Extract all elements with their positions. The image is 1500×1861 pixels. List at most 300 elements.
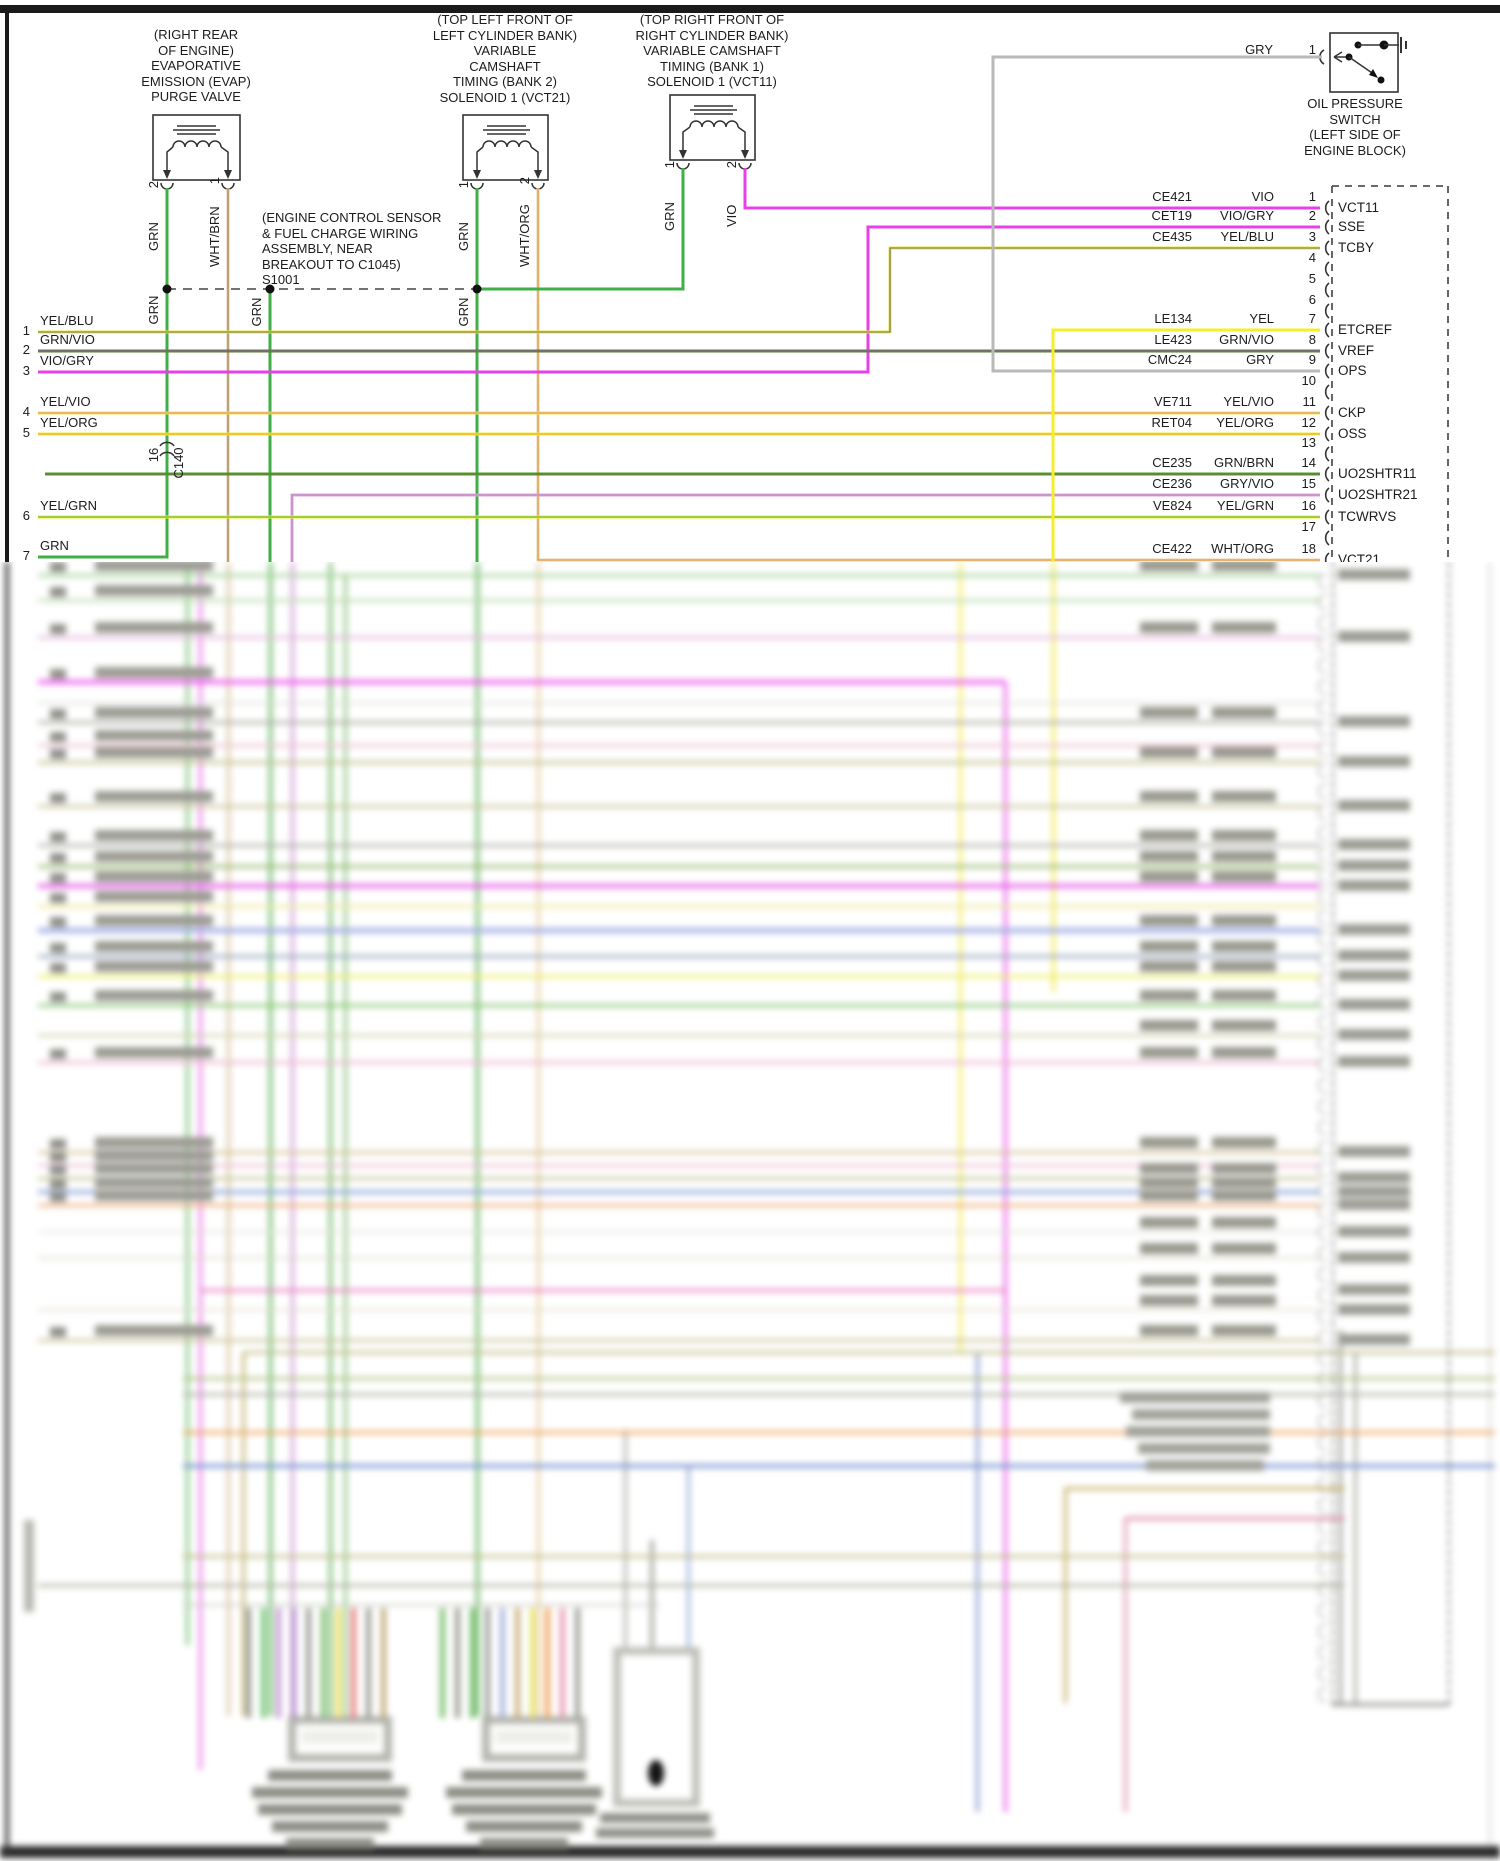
- blurred-pin-clip: [1318, 1456, 1326, 1471]
- blurred-shape: [38, 761, 1320, 764]
- vct21-pin2-wire-label: WHT/ORG 2: [517, 177, 532, 267]
- vct11-coil-icon: [683, 106, 745, 152]
- blurred-pin-clip: [1318, 763, 1326, 778]
- left-stub-number: 7: [22, 548, 30, 563]
- blurred-shape: [1338, 716, 1410, 727]
- pcm-pin-number: 18: [1301, 541, 1316, 556]
- pcm-pin-name: VREF: [1338, 343, 1375, 358]
- blurred-pin-clip: [1318, 1330, 1326, 1345]
- blurred-shape: [1140, 1243, 1198, 1254]
- blurred-pin-clip: [1318, 805, 1326, 820]
- pcm-wire-id: RET04: [1151, 415, 1192, 430]
- blurred-shape: [1338, 999, 1410, 1010]
- blurred-pin-clip: [1318, 1225, 1326, 1240]
- blurred-pin-clip: [1318, 1309, 1326, 1324]
- pcm-wire-color: GRN/BRN: [1214, 455, 1274, 470]
- blurred-shape: [268, 1770, 392, 1781]
- blurred-shape: [183, 1377, 1495, 1380]
- blurred-shape: [480, 1838, 568, 1849]
- blurred-shape: [1140, 871, 1198, 882]
- blurred-shape: [95, 585, 213, 596]
- pcm-pin-clip: [1326, 467, 1329, 481]
- pcm-pin-name: VCT11: [1338, 200, 1380, 215]
- blurred-shape: [1065, 1487, 1345, 1490]
- left-stub-number: 4: [22, 404, 30, 419]
- evap-pin2-wire-label: GRN 2: [146, 181, 161, 251]
- blurred-shape: [600, 1813, 710, 1823]
- blurred-pin-clip: [1318, 1057, 1326, 1072]
- oil-switch-wire-color-label: GRY: [1245, 42, 1273, 57]
- blurred-shape: [1124, 1518, 1127, 1812]
- oil-switch-pin-number: 1: [1308, 42, 1316, 57]
- inline-connector-id-label: C140: [171, 447, 186, 479]
- blurred-shape: [1338, 1172, 1410, 1183]
- blurred-pin-clip: [1318, 1498, 1326, 1513]
- blurred-shape: [1338, 880, 1410, 891]
- inline-connector-pin-label: 16: [146, 447, 161, 463]
- vct21-pin1-wire-label: GRN 1: [456, 181, 471, 251]
- splice-branch-label: GRN: [249, 297, 264, 327]
- oil-pressure-switch-caption: OIL PRESSURE SWITCH (LEFT SIDE OF ENGINE BLOCK): [1304, 96, 1406, 158]
- pcm-pin-number: 15: [1301, 476, 1316, 491]
- blurred-shape: [50, 624, 66, 634]
- blurred-shape: [1212, 1047, 1276, 1058]
- blurred-shape: [95, 830, 213, 841]
- blurred-shape: [1338, 800, 1410, 811]
- blurred-shape: [1212, 1137, 1276, 1148]
- blurred-shape: [1338, 860, 1410, 871]
- blurred-pin-clip: [1318, 868, 1326, 883]
- blurred-shape: [1338, 1029, 1410, 1040]
- pcm-wire-color: YEL: [1249, 311, 1274, 326]
- blurred-shape: [50, 1179, 66, 1189]
- blurred-shape: [38, 1177, 1320, 1180]
- pcm-pin-number: 16: [1301, 498, 1316, 513]
- blurred-pin-clip: [1318, 1414, 1326, 1429]
- blurred-shape: [351, 1608, 356, 1718]
- blurred-shape: [1140, 851, 1198, 862]
- blurred-pin-clip: [1318, 826, 1326, 841]
- pcm-pin-number: 9: [1308, 352, 1316, 367]
- blurred-shape: [1338, 1146, 1410, 1157]
- pcm-wire-color: YEL/ORG: [1216, 415, 1274, 430]
- blurred-shape: [38, 805, 1320, 808]
- blurred-pin-clip: [1318, 1036, 1326, 1051]
- pcm-wire-id: CE421: [1152, 189, 1192, 204]
- blurred-shape: [276, 1608, 281, 1718]
- pcm-pin-number: 4: [1308, 250, 1316, 265]
- blurred-shape: [1338, 1334, 1410, 1345]
- blurred-shape: [38, 865, 1320, 868]
- blurred-shape: [1140, 622, 1198, 633]
- blurred-shape: [1338, 1199, 1410, 1210]
- blurred-shape: [1338, 1226, 1410, 1237]
- blurred-shape: [1126, 1426, 1270, 1437]
- left-stub-wire-color: GRN/VIO: [40, 332, 95, 347]
- blurred-content: [0, 562, 1500, 1861]
- blurred-shape: [452, 1804, 596, 1815]
- blurred-shape: [1338, 839, 1410, 850]
- blurred-shape: [470, 1608, 475, 1718]
- blurred-shape: [381, 1608, 386, 1718]
- blurred-pin-clip: [1318, 1078, 1326, 1093]
- ground-icon: [1401, 37, 1406, 53]
- pcm-pin-name: OSS: [1338, 426, 1367, 441]
- blurred-shape: [530, 1608, 535, 1718]
- blurred-shape: [38, 1061, 1320, 1064]
- blurred-shape: [1140, 1163, 1198, 1174]
- blurred-pin-clip: [1318, 1603, 1326, 1618]
- blurred-shape: [336, 1608, 341, 1718]
- blurred-shape: [560, 1608, 565, 1718]
- left-stub-number: 5: [22, 425, 30, 440]
- blurred-region: [0, 562, 1500, 1861]
- blurred-shape: [575, 1608, 580, 1718]
- pcm-pin-name: UO2SHTR11: [1338, 466, 1417, 481]
- blurred-shape: [1125, 1517, 1345, 1520]
- pcm-pin-number: 17: [1301, 519, 1316, 534]
- blurred-shape: [1004, 682, 1007, 1812]
- vct21-coil-icon: [477, 126, 538, 172]
- blurred-shape: [50, 562, 66, 572]
- pcm-wire-color: GRY/VIO: [1220, 476, 1274, 491]
- blurred-shape: [269, 562, 272, 1716]
- pcm-wire-id: CE422: [1152, 541, 1192, 556]
- blurred-shape: [38, 574, 1320, 577]
- blurred-shape: [95, 1177, 213, 1188]
- wire-vct11-grn: [477, 168, 683, 289]
- pcm-pin-number: 5: [1308, 271, 1316, 286]
- blurred-shape: [1146, 1460, 1264, 1471]
- blurred-shape: [258, 1804, 402, 1815]
- blurred-shape: [1140, 747, 1198, 758]
- blurred-shape: [95, 891, 213, 902]
- blurred-shape: [1120, 1392, 1270, 1403]
- blurred-pin-clip: [1318, 1288, 1326, 1303]
- blurred-pin-clip: [1318, 658, 1326, 673]
- blurred-shape: [1212, 941, 1276, 952]
- evap-coil-icon: [167, 126, 228, 172]
- blurred-shape: [38, 844, 1320, 847]
- pcm-pin-clip: [1326, 488, 1329, 502]
- blurred-shape: [50, 853, 66, 863]
- blurred-shape: [1338, 569, 1410, 580]
- pcm-pin-clip: [1326, 323, 1329, 337]
- blurred-pin-clip: [1318, 1561, 1326, 1576]
- blurred-shape: [1212, 1275, 1276, 1286]
- pcm-wire-color: YEL/BLU: [1220, 229, 1274, 244]
- vct11-pin2-wire-label: VIO 2: [724, 161, 739, 227]
- blurred-shape: [1212, 1190, 1276, 1201]
- blurred-shape: [95, 851, 213, 862]
- blurred-shape: [95, 1325, 213, 1336]
- blurred-pin-clip: [1318, 1393, 1326, 1408]
- blurred-shape: [1212, 747, 1276, 758]
- blurred-shape: [291, 1608, 296, 1718]
- blurred-shape: [38, 744, 1320, 747]
- blurred-pin-clip: [1318, 889, 1326, 904]
- blurred-shape: [38, 928, 1320, 933]
- blurred-shape: [1132, 1409, 1270, 1420]
- left-stub-number: 6: [22, 508, 30, 523]
- evap-pin1-wire-label: WHT/BRN 1: [207, 177, 222, 267]
- blurred-shape: [455, 1608, 460, 1718]
- blurred-shape: [95, 747, 213, 758]
- blurred-shape: [183, 1555, 1345, 1558]
- blurred-shape: [1212, 622, 1276, 633]
- blurred-shape: [227, 562, 230, 1716]
- blurred-shape: [515, 1608, 520, 1718]
- blurred-pin-clip: [1318, 595, 1326, 610]
- blurred-shape: [95, 961, 213, 972]
- blurred-pin-clip: [1318, 994, 1326, 1009]
- blurred-pin-clip: [1318, 1666, 1326, 1681]
- blurred-shape: [186, 562, 189, 1645]
- blurred-shape: [1140, 562, 1198, 571]
- splice-dot: [163, 285, 172, 294]
- blurred-pin-clip: [1318, 847, 1326, 862]
- blurred-shape: [95, 1137, 213, 1148]
- pcm-pin-number: 13: [1301, 435, 1316, 450]
- pcm-wire-color: GRY: [1246, 352, 1274, 367]
- blurred-shape: [50, 832, 66, 842]
- oil-pressure-switch-icon: [1320, 37, 1406, 84]
- pcm-pin-clip: [1326, 406, 1329, 420]
- blurred-shape: [50, 732, 66, 742]
- blurred-shape: [466, 1821, 582, 1832]
- blurred-shape: [1212, 1217, 1276, 1228]
- blurred-shape: [243, 1351, 1495, 1354]
- pcm-pin-clip: [1326, 385, 1329, 399]
- pcm-pin-name: TCWRVS: [1338, 509, 1397, 524]
- blurred-shape: [50, 1192, 66, 1202]
- blurred-pin-clip: [1318, 1183, 1326, 1198]
- blurred-shape: [1212, 1163, 1276, 1174]
- pcm-wire-id: CE236: [1152, 476, 1192, 491]
- blurred-shape: [95, 622, 213, 633]
- blurred-pin-clip: [1318, 784, 1326, 799]
- blurred-shape: [1212, 990, 1276, 1001]
- blurred-shape: [976, 1352, 979, 1812]
- pcm-wire-id: CE435: [1152, 229, 1192, 244]
- blurred-shape: [1140, 1047, 1198, 1058]
- blurred-pin-clip: [1318, 952, 1326, 967]
- blurred-shape: [38, 905, 1320, 908]
- blurred-shape: [1140, 915, 1198, 926]
- blurred-shape: [38, 721, 1320, 724]
- blurred-shape: [50, 587, 66, 597]
- left-stub-wire-color: GRN: [40, 538, 69, 553]
- pcm-pin-name: TCBY: [1338, 240, 1375, 255]
- blurred-shape: [38, 1164, 1320, 1167]
- blurred-shape: [95, 1190, 213, 1201]
- pcm-pin-number: 6: [1308, 292, 1316, 307]
- blurred-pin-clip: [1318, 700, 1326, 715]
- blurred-pin-clip: [1318, 1162, 1326, 1177]
- blurred-shape: [95, 871, 213, 882]
- splice-s1001-caption: (ENGINE CONTROL SENSOR & FUEL CHARGE WIRING ASSEMBLY, NEAR BREAKOUT TO C1045) S1001: [262, 210, 442, 287]
- oil-pressure-switch-box: [1330, 33, 1398, 92]
- pcm-pin-number: 7: [1308, 311, 1316, 326]
- splice-dot: [473, 285, 482, 294]
- blurred-pin-clip: [1318, 574, 1326, 589]
- blurred-pin-clip: [1318, 931, 1326, 946]
- blurred-shape: [183, 1431, 1495, 1434]
- blurred-pin-clip: [1318, 1540, 1326, 1555]
- blurred-shape: [1140, 791, 1198, 802]
- blurred-shape: [1140, 1217, 1198, 1228]
- pcm-pin-clip: [1326, 283, 1329, 297]
- blurred-shape: [38, 975, 1320, 978]
- blurred-shape: [38, 1309, 1320, 1311]
- blurred-pin-clip: [1318, 742, 1326, 757]
- pcm-pin-name: ETCREF: [1338, 322, 1392, 337]
- blurred-pin-clip: [1318, 1435, 1326, 1450]
- blurred-shape: [95, 707, 213, 718]
- blurred-shape: [462, 1770, 586, 1781]
- blurred-shape: [1064, 1488, 1067, 1703]
- blurred-shape: [38, 599, 1320, 602]
- blurred-shape: [95, 1047, 213, 1058]
- left-stub-number: 3: [22, 363, 30, 378]
- pcm-wire-id: LE134: [1154, 311, 1192, 326]
- pcm-wire-color: VIO: [1251, 189, 1274, 204]
- blurred-shape: [1140, 941, 1198, 952]
- pcm-wire-id: CE235: [1152, 455, 1192, 470]
- blurred-shape: [50, 709, 66, 719]
- blurred-shape: [291, 562, 294, 1716]
- pcm-pin-clip: [1326, 201, 1329, 215]
- blurred-shape: [242, 1352, 245, 1716]
- pcm-wire-color: WHT/ORG: [1211, 541, 1274, 556]
- blurred-pin-clip: [1318, 910, 1326, 925]
- blurred-shape: [1212, 1295, 1276, 1306]
- blurred-shape: [1212, 915, 1276, 926]
- blurred-shape: [95, 562, 213, 571]
- blurred-shape: [1140, 961, 1198, 972]
- blurred-shape: [306, 1608, 311, 1718]
- pcm-pin-clip: [1326, 262, 1329, 276]
- left-stub-wire-color: YEL/GRN: [40, 498, 98, 513]
- blurred-shape: [95, 730, 213, 741]
- blurred-shape: [50, 1049, 66, 1059]
- blurred-shape: [1338, 1304, 1410, 1315]
- blurred-shape: [1338, 950, 1410, 961]
- blurred-shape: [0, 1846, 1500, 1858]
- blurred-shape: [321, 1608, 326, 1718]
- pcm-pin-clip: [1326, 241, 1329, 255]
- blurred-shape: [50, 893, 66, 903]
- blurred-pin-clip: [1318, 1351, 1326, 1366]
- blurred-shape: [1338, 1252, 1410, 1263]
- blurred-shape: [95, 1163, 213, 1174]
- blurred-pin-clip: [1318, 1141, 1326, 1156]
- blurred-shape: [272, 1821, 388, 1832]
- blurred-shape: [596, 1828, 714, 1838]
- blurred-shape: [50, 1139, 66, 1149]
- blurred-pin-clip: [1318, 616, 1326, 631]
- blurred-pin-clip: [1318, 721, 1326, 736]
- blurred-pin-clip: [1318, 1267, 1326, 1282]
- pcm-pin-number: 3: [1308, 229, 1316, 244]
- blurred-shape: [24, 1520, 34, 1612]
- blurred-shape: [476, 562, 479, 1716]
- pcm-pin-name: OPS: [1338, 363, 1367, 378]
- blurred-shape: [38, 1004, 1320, 1007]
- blurred-pin-clip: [1318, 1099, 1326, 1114]
- blurred-shape: [38, 1584, 1345, 1587]
- blurred-pin-clip: [1318, 1582, 1326, 1597]
- blurred-pin-clip: [1318, 1477, 1326, 1492]
- blurred-shape: [95, 667, 213, 678]
- blurred-shape: [1140, 990, 1198, 1001]
- blurred-shape: [38, 636, 1320, 639]
- blurred-shape: [95, 791, 213, 802]
- blurred-shape: [50, 1152, 66, 1162]
- blurred-shape: [1140, 830, 1198, 841]
- blurred-shape: [50, 793, 66, 803]
- blurred-shape: [648, 1760, 664, 1786]
- blurred-pin-clip: [1318, 1204, 1326, 1219]
- blurred-shape: [38, 1190, 1320, 1194]
- blurred-shape: [1140, 1177, 1198, 1188]
- blurred-shape: [1338, 631, 1410, 642]
- pcm-wire-id: LE423: [1154, 332, 1192, 347]
- blurred-shape: [183, 1393, 1495, 1396]
- blurred-shape: [252, 1787, 408, 1798]
- blurred-shape: [38, 1231, 1320, 1233]
- blurred-shape: [485, 1608, 490, 1718]
- pcm-pin-clip: [1326, 447, 1329, 461]
- blurred-shape: [38, 1034, 1320, 1037]
- blurred-shape: [1138, 1443, 1270, 1454]
- blurred-shape: [38, 1339, 1320, 1342]
- pcm-pin-clip: [1326, 510, 1329, 524]
- left-stub-wire-color: VIO/GRY: [40, 353, 94, 368]
- blurred-shape: [440, 1608, 445, 1718]
- blurred-shape: [1140, 1275, 1198, 1286]
- pcm-wire-id: CET19: [1151, 208, 1192, 223]
- blurred-shape: [95, 990, 213, 1001]
- blurred-shape: [200, 1289, 1005, 1292]
- pcm-pin-number: 8: [1308, 332, 1316, 347]
- blurred-shape: [1140, 1190, 1198, 1201]
- pcm-wire-id: CMC24: [1147, 352, 1192, 367]
- evap-caption: (RIGHT REAR OF ENGINE) EVAPORATIVE EMISSION (EVAP) PURGE VALVE: [141, 27, 251, 104]
- left-stub-number: 1: [22, 323, 30, 338]
- blurred-shape: [366, 1608, 371, 1718]
- blurred-shape: [183, 1464, 1495, 1468]
- blurred-shape: [1338, 756, 1410, 767]
- blurred-pcm-dashed-border: [1332, 562, 1334, 1705]
- pcm-wire-color: YEL/VIO: [1223, 394, 1274, 409]
- blurred-shape: [38, 680, 1005, 684]
- blurred-shape: [1140, 1325, 1198, 1336]
- blurred-shape: [1212, 791, 1276, 802]
- blurred-shape: [1338, 970, 1410, 981]
- blurred-shape: [50, 992, 66, 1002]
- blurred-shape: [38, 702, 1320, 704]
- blurred-shape: [1354, 1352, 1357, 1703]
- pcm-wire-color: GRN/VIO: [1219, 332, 1274, 347]
- vct11-pin1-wire-label: GRN 1: [662, 161, 677, 231]
- blurred-shape: [38, 1257, 1320, 1259]
- pcm-pin-clip: [1326, 220, 1329, 234]
- blurred-shape: [183, 1604, 660, 1606]
- blurred-shape: [1212, 707, 1276, 718]
- vct21-caption: (TOP LEFT FRONT OF LEFT CYLINDER BANK) VARIABLE CAMSHAFT TIMING (BANK 2) SOLENOID 1 (VCT21): [432, 12, 578, 105]
- pcm-wire-id: VE711: [1153, 394, 1192, 409]
